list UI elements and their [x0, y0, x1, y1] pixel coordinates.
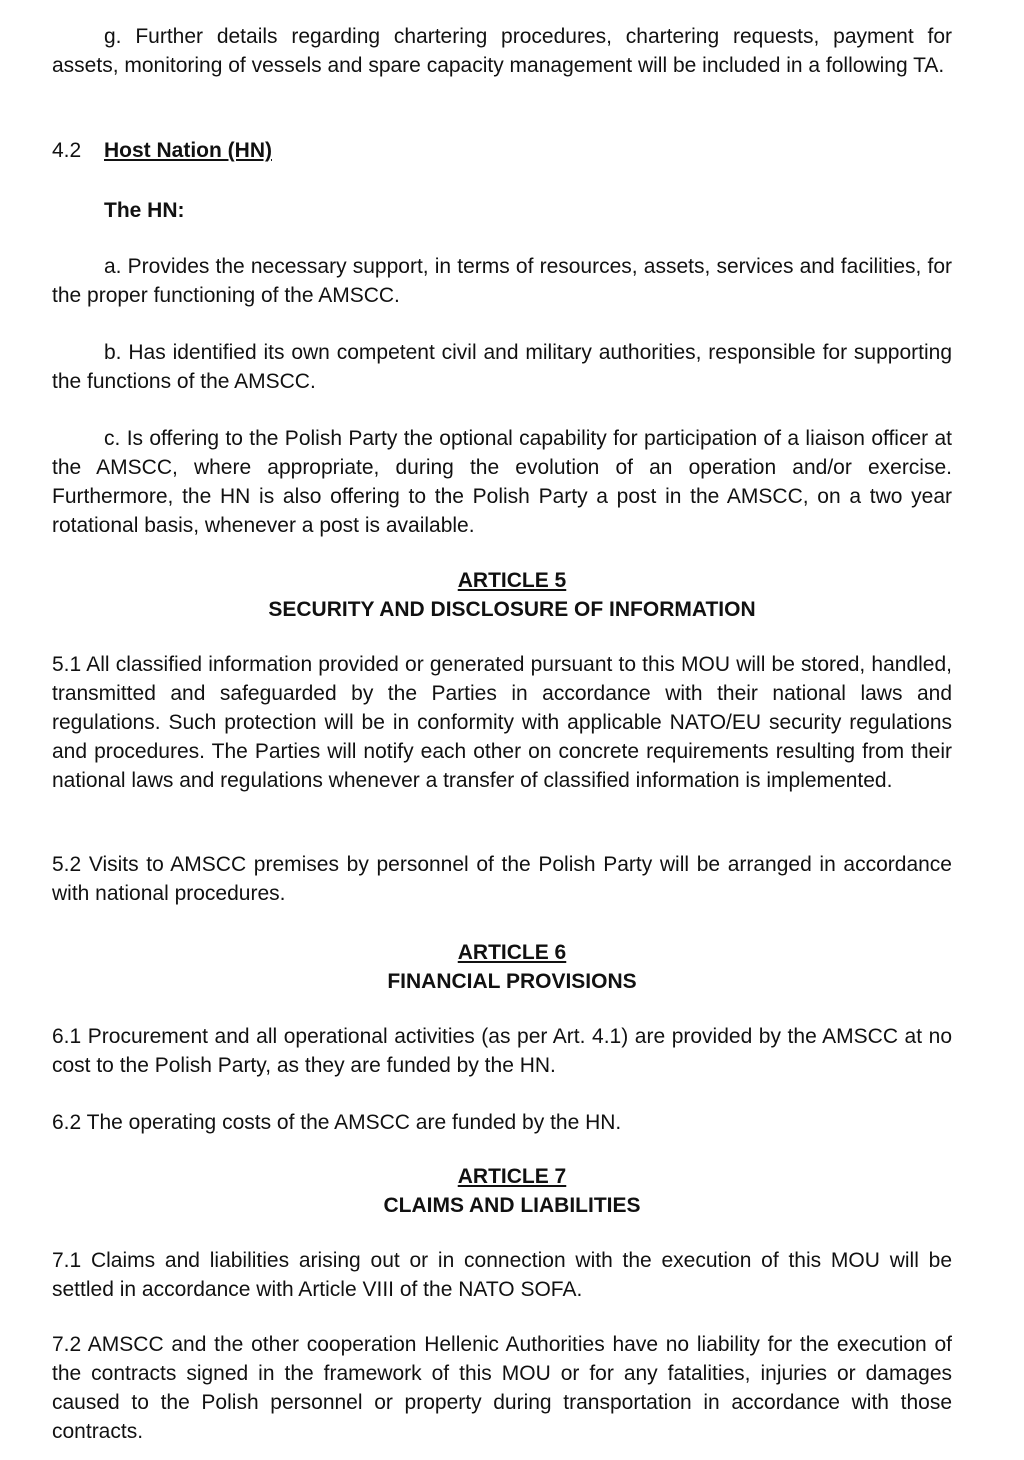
article-5-heading	[0, 566, 1024, 624]
paragraph-6-1: 6.1 Procurement and all operational activities (as per Art. 4.1) are provided by the AMSCC at no cost to the Polish Party, as they are funded by the HN.	[52, 1025, 952, 1077]
paragraph-4-2-c: c. Is offering to the Polish Party the optional capability for participation of a liaison officer at the AMSCC, where appropriate, during the evolution of an operation and/or exercise. Furthermore, the HN is also offering to the Polish Party a post in the AMSCC, on a two year rotational basis, whenever a post is available.	[52, 427, 952, 537]
paragraph-g: g. Further details regarding chartering procedures, chartering requests, payment for assets, monitoring of vessels and spare capacity management will be included in a following TA.	[52, 25, 952, 77]
article-label: ARTICLE 7	[457, 1165, 567, 1188]
article-title: SECURITY AND DISCLOSURE OF INFORMATION	[268, 598, 756, 621]
article-label: ARTICLE 5	[457, 569, 567, 592]
paragraph-5-1: 5.1 All classified information provided or generated pursuant to this MOU will be stored, handled, transmitted and safeguarded by the Parties in accordance with their national laws and regulations. Such protection will be in conformity with applicable NATO/EU security regulations and procedures. The Parties will notify each other on concrete requirements resulting from their national laws and regulations whenever a transfer of classified information is implemented.	[52, 653, 952, 792]
article-6-heading	[0, 938, 1024, 996]
section-number: 4.2	[52, 139, 82, 162]
hn-lead: The HN:	[104, 199, 185, 222]
paragraph-7-2: 7.2 AMSCC and the other cooperation Hellenic Authorities have no liability for the execution of the contracts signed in the framework of this MOU or for any fatalities, injuries or damages caused to the Polish personnel or property during transportation in accordance with those contracts.	[52, 1333, 952, 1443]
paragraph-7-1: 7.1 Claims and liabilities arising out or in connection with the execution of this MOU will be settled in accordance with Article VIII of the NATO SOFA.	[52, 1249, 952, 1301]
section-title: Host Nation (HN)	[104, 139, 272, 162]
article-label: ARTICLE 6	[457, 941, 567, 964]
article-7-heading	[0, 1162, 1024, 1220]
section-4-2-heading	[52, 136, 952, 165]
article-title: FINANCIAL PROVISIONS	[387, 970, 637, 993]
paragraph-4-2-b: b. Has identified its own competent civil and military authorities, responsible for supporting the functions of the AMSCC.	[52, 341, 952, 393]
paragraph-5-2: 5.2 Visits to AMSCC premises by personnel of the Polish Party will be arranged in accordance with national procedures.	[52, 853, 952, 905]
paragraph-4-2-a: a. Provides the necessary support, in terms of resources, assets, services and facilities, for the proper functioning of the AMSCC.	[52, 255, 952, 307]
article-title: CLAIMS AND LIABILITIES	[383, 1194, 641, 1217]
paragraph-6-2: 6.2 The operating costs of the AMSCC are funded by the HN.	[52, 1111, 622, 1134]
